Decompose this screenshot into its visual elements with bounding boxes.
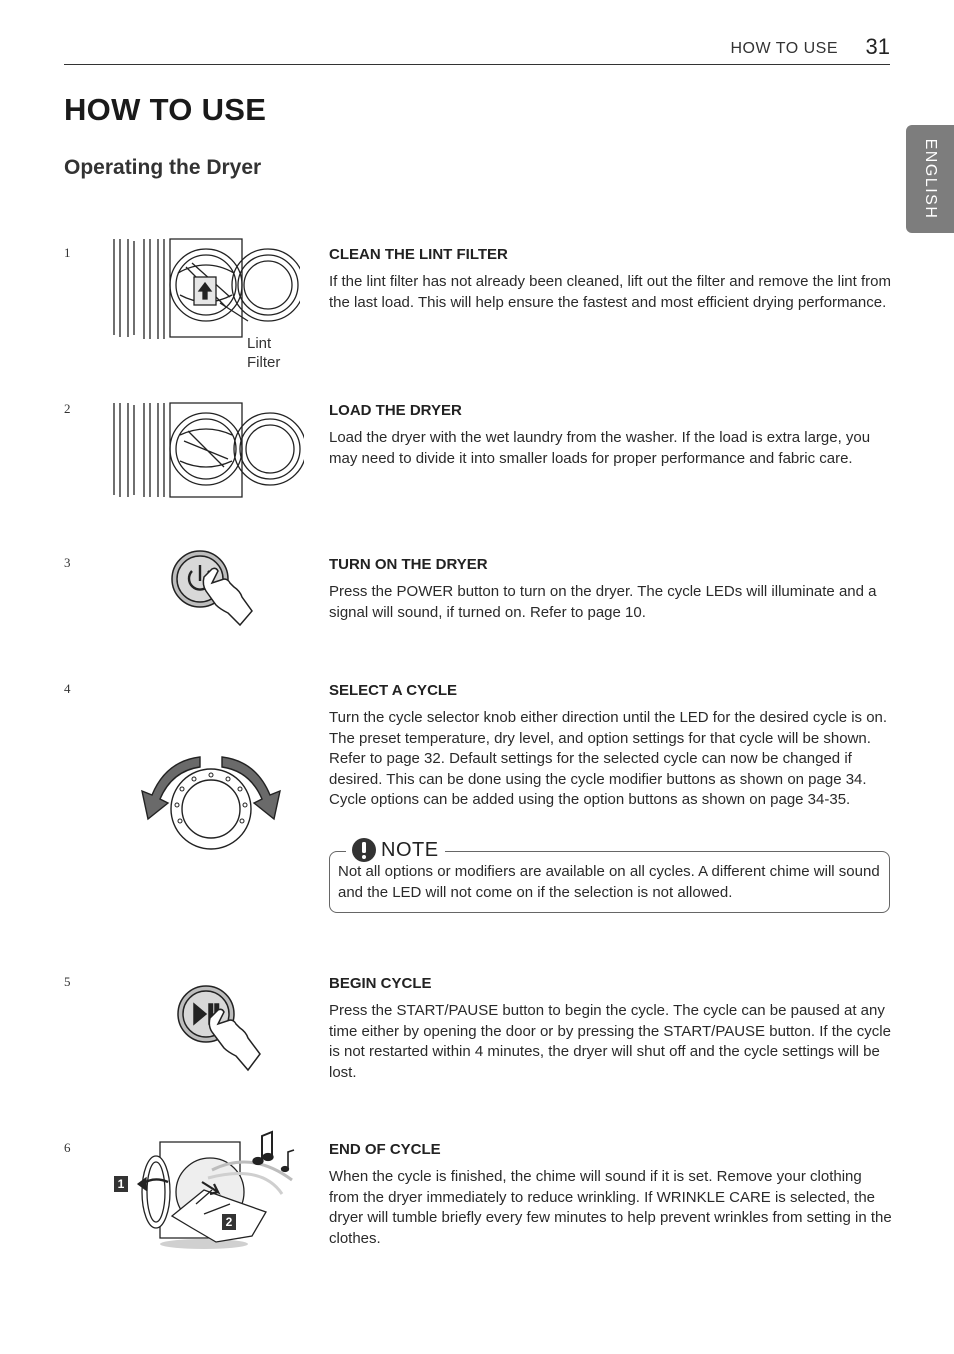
step-text [329,681,894,811]
dryer-load-illustration [108,401,304,499]
start-pause-button-press-illustration [176,984,266,1082]
step-badge-2: 2 [225,1215,233,1229]
step-title: CLEAN THE LINT FILTER [329,246,508,263]
dryer-lint-filter-illustration [108,237,300,349]
step-body: Press the POWER button to turn on the dryer. The cycle LEDs will illuminate and a signal will sound, if turned on. Refer to page 10. [329,583,877,621]
running-header [64,36,890,65]
step-text [329,974,894,1083]
step-number: 1 [64,245,71,260]
step-title: LOAD THE DRYER [329,402,462,419]
caption-line: Filter [247,354,281,371]
note-text: Not all options or modifiers are available on all cycles. A different chime will sound and the LED will not come on if the selection is not allowed. [338,863,880,901]
page-number: 31 [865,34,890,59]
step-body: Load the dryer with the wet laundry from the washer. If the load is extra large, you may need to divide it into smaller loads for proper performance and fabric care. [329,429,871,467]
page-title: HOW TO USE [64,92,267,127]
step-title: END OF CYCLE [329,1141,441,1158]
step-text [329,555,894,623]
language-tab-label: ENGLISH [922,138,939,220]
step-number: 4 [64,681,71,696]
step-text [329,245,894,313]
step-text [329,401,894,469]
note-box [329,838,890,913]
exclamation-icon [352,838,376,862]
step-body: Press the START/PAUSE button to begin the cycle. The cycle can be paused at any time either by opening the door or by pressing the START/PAUSE button. If the cycle is not restarted within 4 minutes, the dryer will shut off and the cycle settings will be lost. [329,1002,891,1081]
step-badge-1: 1 [117,1177,125,1191]
step-title: SELECT A CYCLE [329,682,458,699]
step-text [329,1140,894,1249]
step-number: 3 [64,555,71,570]
header-section-name: HOW TO USE [730,40,838,57]
note-header [346,838,445,862]
step-number: 6 [64,1140,71,1155]
power-button-press-illustration [168,547,260,639]
section-subtitle: Operating the Dryer [64,156,262,179]
step-number: 5 [64,974,71,989]
step-body: When the cycle is finished, the chime will sound if it is set. Remove your clothing from the dryer immediately to reduce wrinkling. If WRINKLE CARE is selected, the dryer will tumble briefly every few minutes to help prevent wrinkles from setting in the clothes. [329,1168,892,1247]
step-body: Turn the cycle selector knob either direction until the LED for the desired cycle is on. The preset temperature, dry level, and option settings for that cycle will be shown. Refer to page 32. Default settings for the selected cycle can now be changed if desired. This can be done using the cycle modifier buttons as shown on page 34. Cycle options can be added using the option buttons as shown on page 34-35. [329,709,888,809]
step-title: TURN ON THE DRYER [329,556,488,573]
step-body: If the lint filter has not already been cleaned, lift out the filter and remove the lint from the last load. This will help ensure the fastest and most efficient drying performance. [329,273,891,311]
step-number: 2 [64,401,71,416]
language-tab [906,125,954,233]
dryer-unload-illustration [112,1130,302,1252]
caption-line: Lint [247,335,272,352]
cycle-selector-knob-illustration [138,751,284,855]
note-label: NOTE [381,838,439,861]
lint-filter-caption [247,334,280,372]
step-title: BEGIN CYCLE [329,975,432,992]
